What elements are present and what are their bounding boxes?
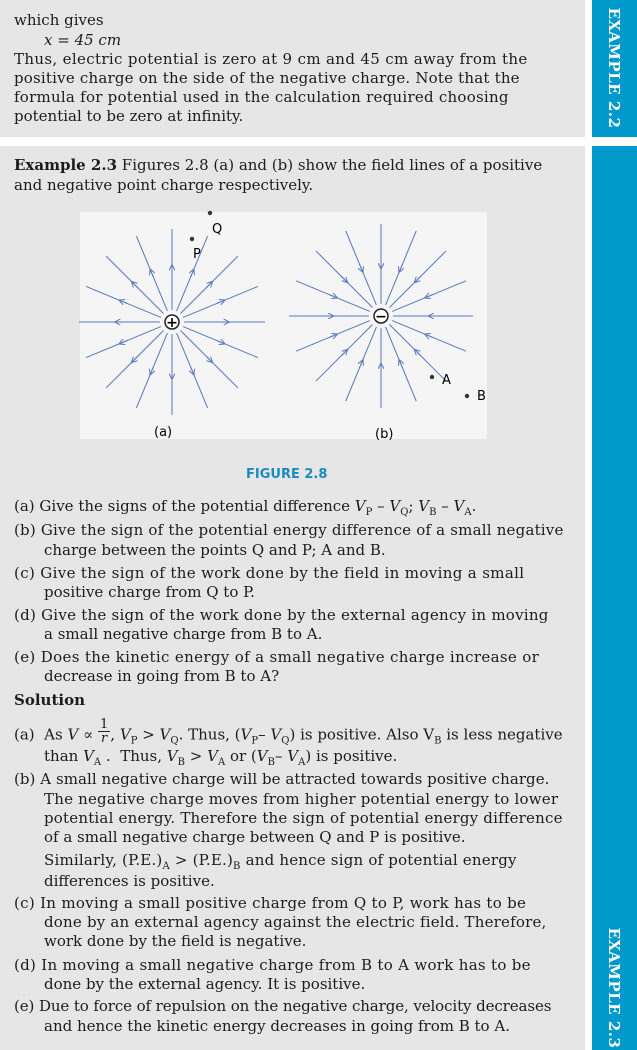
- text-line: Thus, electric potential is zero at 9 cm and 45 cm away from the: [14, 50, 528, 68]
- question-e: (e) Does the kinetic energy of a small negative charge increase or: [14, 648, 540, 666]
- subfigure-a-label: (a): [154, 425, 173, 440]
- field-arrow: [427, 295, 433, 297]
- solution-e: and hence the kinetic energy decreases in going from B to A.: [44, 1017, 510, 1035]
- point-P-dot: [190, 237, 194, 241]
- question-b: (b) Give the sign of the potential energy difference of a small negative: [14, 521, 564, 539]
- point-A-dot: [430, 375, 434, 379]
- question-a: (a) Give the signs of the potential difference: [14, 497, 351, 515]
- field-arrow: [416, 276, 420, 280]
- point-B-label: B: [477, 389, 486, 404]
- subfigure-b-label: (b): [375, 427, 394, 442]
- field-arrow: [191, 367, 193, 373]
- text-line: formula for potential used in the calculation required choosing: [14, 88, 509, 106]
- question-c: (c) Give the sign of the work done by the field in moving a small: [14, 564, 525, 582]
- point-P-label: P: [193, 247, 201, 262]
- point-B-dot: [465, 394, 469, 398]
- field-arrow: [133, 356, 137, 360]
- solution-e: (e) Due to force of repulsion on the negative charge, velocity decreases: [14, 997, 552, 1015]
- question-d: (d) Give the sign of the work done by the external agency in moving: [14, 606, 549, 624]
- field-arrow: [151, 272, 153, 278]
- solution-heading: Solution: [14, 691, 85, 709]
- positive-sign: +: [166, 315, 178, 331]
- solution-b: Similarly, $(P.E.)_A > (P.E.)_B$ and hence sign of potential energy: [44, 851, 517, 872]
- field-arrow: [360, 264, 362, 270]
- example-2-2-label: EXAMPLE 2.2: [605, 7, 623, 129]
- question-d: a small negative charge from B to A.: [44, 625, 323, 643]
- solution-c: (c) In moving a small positive charge from Q to P, work has to be: [14, 894, 527, 912]
- example-2-3-label: EXAMPLE 2.3: [605, 927, 623, 1049]
- field-arrow: [416, 351, 420, 355]
- field-arrow: [329, 335, 335, 337]
- point-Q-label: Q: [212, 222, 223, 237]
- field-arrow: [217, 341, 223, 343]
- field-arrow: [122, 341, 128, 343]
- example-text: and negative point charge respectively.: [14, 176, 314, 194]
- equation: x = 45 cm: [44, 31, 122, 49]
- text-line: potential to be zero at infinity.: [14, 107, 244, 125]
- solution-d: done by the external agency. It is positive.: [44, 975, 366, 993]
- solution-b: of a small negative charge between Q and P is positive.: [44, 828, 466, 846]
- solution-c: work done by the field is negative.: [44, 932, 307, 950]
- field-arrow: [329, 295, 335, 297]
- field-arrow: [206, 283, 210, 287]
- solution-b: differences is positive.: [44, 872, 215, 890]
- field-arrow: [341, 351, 345, 355]
- negative-sign: −: [375, 309, 387, 325]
- field-arrow: [133, 283, 137, 287]
- question-b: charge between the points Q and P; A and B.: [44, 541, 386, 559]
- question-e: decrease in going from B to A?: [44, 667, 280, 685]
- point-A-label: A: [442, 373, 451, 388]
- solution-c: done by an external agency against the electric field. Therefore,: [44, 913, 547, 931]
- solution-d: (d) In moving a small negative charge from B to A work has to be: [14, 956, 531, 974]
- solution-b: potential energy. Therefore the sign of potential energy difference: [44, 809, 563, 827]
- question-a-math: $V_P - V_Q$; $V_B - V_A$.: [354, 497, 477, 518]
- field-arrow: [400, 264, 402, 270]
- solution-a: than $V_A$ . Thus, $V_B > V_A$ or ($V_B-$ $V_A$) is positive.: [44, 747, 398, 768]
- solution-b: (b) A small negative charge will be attracted towards positive charge.: [14, 770, 550, 788]
- example-heading: Example 2.3: [14, 156, 118, 174]
- text-line: which gives: [14, 11, 104, 29]
- field-arrow: [206, 356, 210, 360]
- solution-b: The negative charge moves from higher potential energy to lower: [44, 790, 559, 808]
- field-arrow: [151, 367, 153, 373]
- text-line: positive charge on the side of the negative charge. Note that the: [14, 69, 520, 87]
- solution-a: (a) As V ∝ $\frac{1}{r}$ , $V_P > V_Q$. Thus, ($V_P-$ $V_Q$) is positive. Also $V_B$ is less negative: [14, 717, 563, 747]
- field-arrow: [191, 272, 193, 278]
- field-arrow: [427, 335, 433, 337]
- point-Q-dot: [208, 211, 212, 215]
- question-c: positive charge from Q to P.: [44, 583, 255, 601]
- field-arrow: [400, 362, 402, 368]
- example-text: Figures 2.8 (a) and (b) show the field lines of a positive: [121, 156, 543, 174]
- figure-caption: FIGURE 2.8: [246, 467, 328, 482]
- field-arrow: [360, 362, 362, 368]
- field-arrow: [122, 301, 128, 303]
- field-arrow: [217, 301, 223, 303]
- field-arrow: [341, 276, 345, 280]
